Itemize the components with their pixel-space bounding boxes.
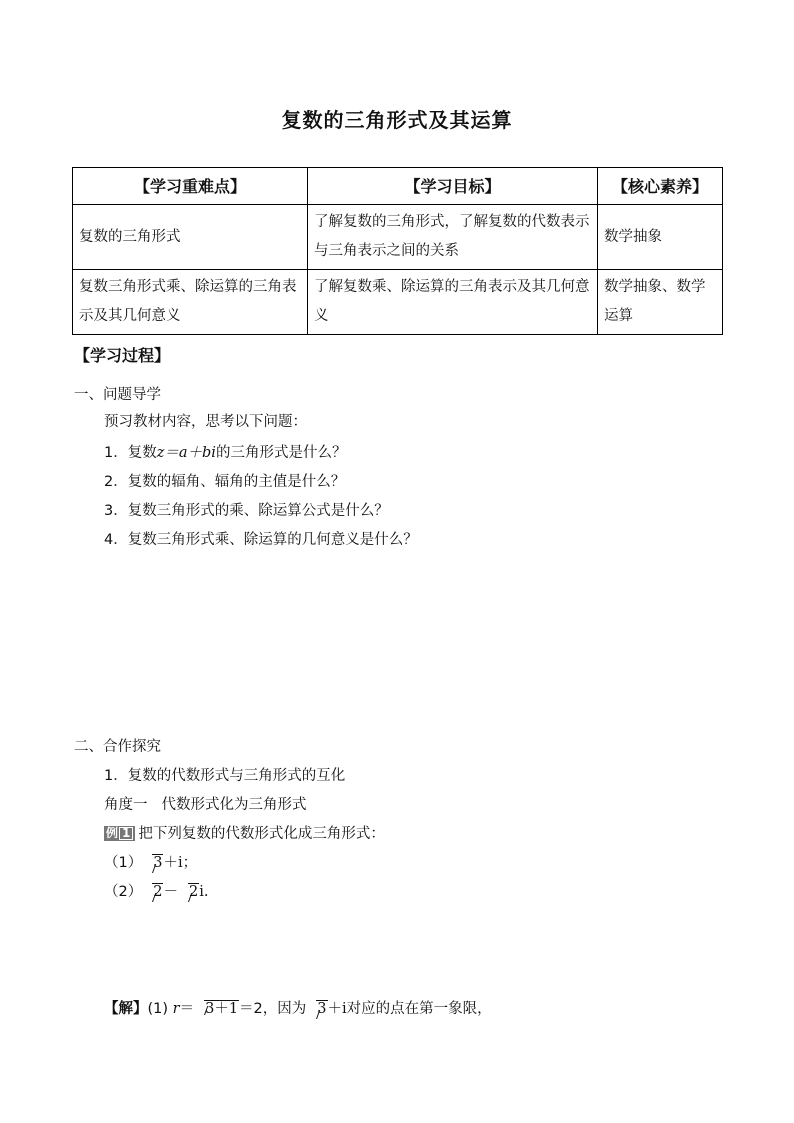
objectives-table — [72, 167, 723, 335]
angle-line — [104, 793, 307, 814]
question-3: 3．复数三角形式的乘、除运算公式是什么？ — [104, 503, 389, 519]
header-learning-goals: 【学习目标】 — [308, 168, 598, 205]
table-row — [73, 205, 723, 270]
table-cell: 了解复数的三角形式，了解复数的代数表示与三角表示之间的关系 — [308, 205, 598, 270]
sqrt-symbol: 3 — [143, 855, 163, 871]
subsection-1: 1．复数的代数形式与三角形式的互化 — [104, 768, 346, 784]
solution-label: 【解】 — [104, 1001, 148, 1017]
solution-line: 【解】(1) r＝ 3＋1＝2，因为 3＋i对应的点在第一象限， — [104, 997, 492, 1018]
header-key-points: 【学习重难点】 — [73, 168, 308, 205]
header-core-literacy: 【核心素养】 — [598, 168, 723, 205]
example-text: 把下列复数的代数形式化成三角形式： — [138, 826, 385, 842]
angle-text: 代数形式化为三角形式 — [161, 797, 307, 813]
table-cell: 复数的三角形式 — [73, 205, 308, 270]
question-2: 2．复数的辐角、辐角的主值是什么？ — [104, 474, 346, 490]
part1-heading: 一、问题导学 — [74, 387, 161, 403]
question-1-suffix: 的三角形式是什么？ — [215, 445, 347, 461]
table-cell: 数学抽象、数学运算 — [598, 270, 723, 335]
sqrt-symbol: 3 — [307, 1001, 327, 1017]
part1-intro: 预习教材内容，思考以下问题： — [104, 414, 307, 430]
angle-label: 角度一 — [104, 797, 148, 813]
table-header-row — [73, 168, 723, 205]
table-cell: 复数三角形式乘、除运算的三角表示及其几何意义 — [73, 270, 308, 335]
table-cell: 了解复数乘、除运算的三角表示及其几何意义 — [308, 270, 598, 335]
example-badge: 例 1 — [104, 826, 135, 841]
example-line — [104, 822, 385, 843]
table-row — [73, 270, 723, 335]
sqrt-symbol: 2 — [179, 884, 199, 900]
question-4: 4．复数三角形式乘、除运算的几何意义是什么？ — [104, 532, 418, 548]
example-item-2: （2） 2－ 2i. — [104, 884, 209, 900]
sqrt-symbol: 3＋1 — [195, 997, 239, 1018]
question-1-prefix: 1．复数 — [104, 445, 157, 461]
question-1 — [104, 441, 346, 462]
sqrt-symbol: 2 — [143, 884, 163, 900]
example-number: 1 — [119, 827, 133, 840]
process-heading: 【学习过程】 — [74, 346, 171, 365]
table-cell: 数学抽象 — [598, 205, 723, 270]
page-title: 复数的三角形式及其运算 — [281, 108, 513, 132]
question-1-expression: z＝a＋bi — [156, 445, 216, 461]
example-item-1: （1） 3＋i； — [104, 855, 198, 871]
part2-heading: 二、合作探究 — [74, 739, 161, 755]
